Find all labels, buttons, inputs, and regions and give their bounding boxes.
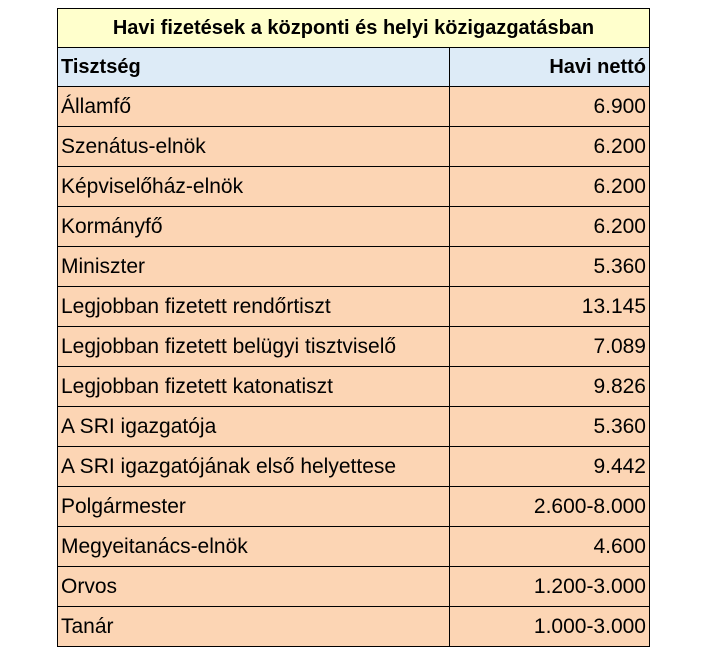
salary-cell: 6.200 xyxy=(450,167,650,207)
table-row xyxy=(58,487,650,527)
table-row xyxy=(58,607,650,647)
column-header-monthly-net: Havi nettó xyxy=(450,48,650,87)
position-cell: Polgármester xyxy=(58,487,450,527)
table-row xyxy=(58,207,650,247)
position-cell: Miniszter xyxy=(58,247,450,287)
salary-cell: 5.360 xyxy=(450,407,650,447)
salary-cell: 1.000-3.000 xyxy=(450,607,650,647)
position-cell: Orvos xyxy=(58,567,450,607)
table-row xyxy=(58,127,650,167)
table-row xyxy=(58,407,650,447)
salary-cell: 6.200 xyxy=(450,127,650,167)
table-row xyxy=(58,527,650,567)
salary-cell: 1.200-3.000 xyxy=(450,567,650,607)
salary-table xyxy=(57,8,650,647)
table-row xyxy=(58,447,650,487)
table-row xyxy=(58,87,650,127)
table-row xyxy=(58,167,650,207)
salary-cell: 13.145 xyxy=(450,287,650,327)
table-row xyxy=(58,287,650,327)
table-header-row xyxy=(58,48,650,87)
salary-cell: 6.900 xyxy=(450,87,650,127)
salary-cell: 2.600-8.000 xyxy=(450,487,650,527)
position-cell: Kormányfő xyxy=(58,207,450,247)
position-cell: Megyeitanács-elnök xyxy=(58,527,450,567)
table-row xyxy=(58,327,650,367)
table-title-row xyxy=(58,9,650,48)
position-cell: Tanár xyxy=(58,607,450,647)
table-row xyxy=(58,247,650,287)
position-cell: Államfő xyxy=(58,87,450,127)
column-header-position: Tisztség xyxy=(58,48,450,87)
salary-cell: 9.442 xyxy=(450,447,650,487)
salary-cell: 7.089 xyxy=(450,327,650,367)
position-cell: Legjobban fizetett katonatiszt xyxy=(58,367,450,407)
salary-cell: 4.600 xyxy=(450,527,650,567)
position-cell: Képviselőház-elnök xyxy=(58,167,450,207)
table-title: Havi fizetések a központi és helyi közigazgatásban xyxy=(58,9,650,48)
position-cell: Legjobban fizetett belügyi tisztviselő xyxy=(58,327,450,367)
table-row xyxy=(58,367,650,407)
salary-cell: 5.360 xyxy=(450,247,650,287)
position-cell: Szenátus-elnök xyxy=(58,127,450,167)
position-cell: A SRI igazgatója xyxy=(58,407,450,447)
position-cell: Legjobban fizetett rendőrtiszt xyxy=(58,287,450,327)
position-cell: A SRI igazgatójának első helyettese xyxy=(58,447,450,487)
salary-cell: 9.826 xyxy=(450,367,650,407)
table-row xyxy=(58,567,650,607)
salary-cell: 6.200 xyxy=(450,207,650,247)
